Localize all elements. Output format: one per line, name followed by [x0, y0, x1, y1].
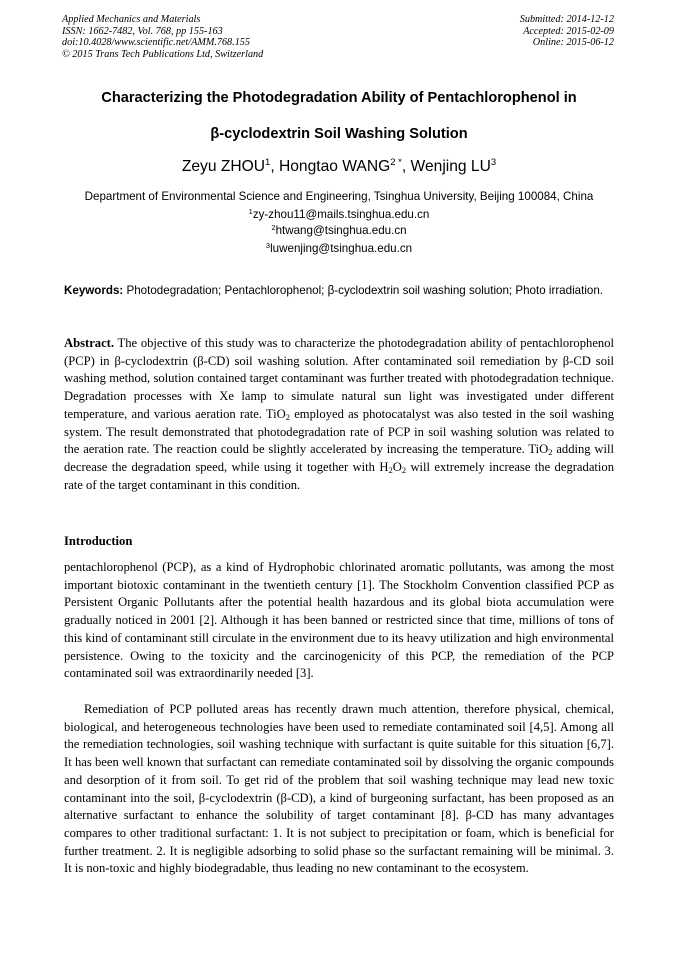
author-affiliation-mark: 1 — [265, 157, 271, 168]
keywords-block — [64, 282, 614, 299]
introduction-paragraph-2: Remediation of PCP polluted areas has recently drawn much attention, therefore physical, chemical, biological, and heterogeneous technologies have been used to remediate contaminated soil [4,5]. Among all the remediation technologies, soil washing technique with surfactant is quite suitable for this situation [6,7]. It has been well known that surfactant can remediate contaminated soil by dissolving the organic compounds and desorption of it from soil. To get rid of the problem that soil washing technique may lead new toxic contaminant into the soil, β-cyclodextrin (β-CD), a kind of burgeoning surfactant, has been proposed as an alternative surfactant to enhance the solubility of target contaminant [8]. β-CD has many advantages compares to other traditional surfactant: 1. It is not subject to precipitation or foam, which is beneficial for further treatment. 2. It is negligible adsorbing to solid phase so the surfactant remaining will be minimal. 3. It is non-toxic and highly biodegradable, thus leading no new contaminant to the ecosystem. — [64, 702, 614, 876]
email-mark: 3 — [265, 241, 271, 250]
journal-header — [62, 14, 263, 60]
author-email-1 — [40, 208, 638, 221]
author-affiliation-mark: 3 — [490, 157, 497, 168]
author-email-2 — [40, 224, 638, 237]
author-name: Wenjing LU — [410, 158, 491, 175]
author-separator: , — [270, 158, 279, 175]
subscript: 2 — [388, 464, 393, 475]
email-link[interactable]: htwang@tsinghua.edu.cn — [275, 224, 407, 237]
email-mark: 2 — [271, 223, 276, 232]
introduction-paragraph-1: pentachlorophenol (PCP), as a kind of Hydrophobic chlorinated aromatic pollutants, was among the most important biotoxic contaminant in the twentieth century [1]. The Stockholm Convention classified PCP as Persistent Organic Pollutants after the potential health hazardous and its global biota accumulation were gradually noticed in 2001 [2]. Although it has been banned or restricted since that time, millions of tons of this kind of contaminant still circulate in the environment due to its heavy utilization and high environmental persistence. Owing to the toxicity and the carcinogenicity of this PCP, the remediation of the PCP contaminated soil was extraordinarily needed [3]. — [64, 560, 614, 681]
submitted-date: Submitted: 2014-12-12 — [519, 14, 614, 25]
abstract-text: adding will decrease the degradation speed, while using it together with H — [64, 442, 614, 474]
subscript: 2 — [401, 464, 407, 475]
email-link[interactable]: luwenjing@tsinghua.edu.cn — [270, 242, 413, 255]
email-link[interactable]: zy-zhou11@mails.tsinghua.edu.cn — [252, 208, 430, 221]
author-affiliation-mark: 2 * — [390, 157, 402, 168]
author-email-3 — [40, 242, 638, 255]
author-name: Hongtao WANG — [279, 158, 391, 175]
journal-doi[interactable]: doi:10.4028/www.scientific.net/AMM.768.155 — [62, 37, 250, 49]
author-list — [40, 158, 638, 176]
email-mark: 1 — [248, 207, 253, 216]
dates-header — [520, 14, 614, 49]
abstract-block — [64, 335, 614, 494]
subscript: 2 — [548, 447, 553, 458]
abstract-label: Abstract. — [64, 336, 115, 350]
journal-issn: ISSN: 1662-7482, Vol. 768, pp 155-163 — [62, 25, 223, 37]
abstract-text: employed as photocatalyst was also tested in the soil washing system. The result demonstrated that photodegradation rate of PCP in soil washing solution was related to the aeration rate. The reaction could be slightly accelerated by increasing the temperature. TiO — [64, 406, 614, 457]
journal-copyright: © 2015 Trans Tech Publications Ltd, Switzerland — [62, 48, 264, 60]
paper-title-line1: Characterizing the Photodegradation Ability of Pentachlorophenol in — [101, 90, 577, 106]
accepted-date: Accepted: 2015-02-09 — [523, 25, 614, 37]
abstract-text: The objective of this study was to characterize the photodegradation ability of pentachlorophenol (PCP) in β-cyclodextrin (β-CD) soil washing solution. After contaminated soil remediation by β-CD soil washing method, solution contained target contaminant was further treated with photodegradation technique. Degradation processes with Xe lamp to simulate natural sun light was investigated under different temperature, and various aeration rate. TiO — [64, 336, 614, 421]
section-heading-introduction: Introduction — [64, 534, 133, 548]
abstract-text: O — [392, 459, 402, 474]
abstract-text: will extremely increase the degradation rate of the target contaminant in this condition. — [64, 459, 614, 492]
journal-name: Applied Mechanics and Materials — [62, 14, 201, 25]
author-name: Zeyu ZHOU — [181, 158, 266, 175]
author-separator: , — [401, 158, 411, 175]
keywords-text: Photodegradation; Pentachlorophenol; β-cyclodextrin soil washing solution; Photo irradiation. — [123, 284, 604, 297]
subscript: 2 — [285, 411, 291, 422]
keywords-label: Keywords: — [64, 284, 124, 297]
online-date: Online: 2015-06-12 — [532, 37, 614, 49]
affiliation-department: Department of Environmental Science and Engineering, Tsinghua University, Beijing 100084, China — [84, 190, 594, 203]
paper-title-line2: β-cyclodextrin Soil Washing Solution — [210, 126, 468, 142]
